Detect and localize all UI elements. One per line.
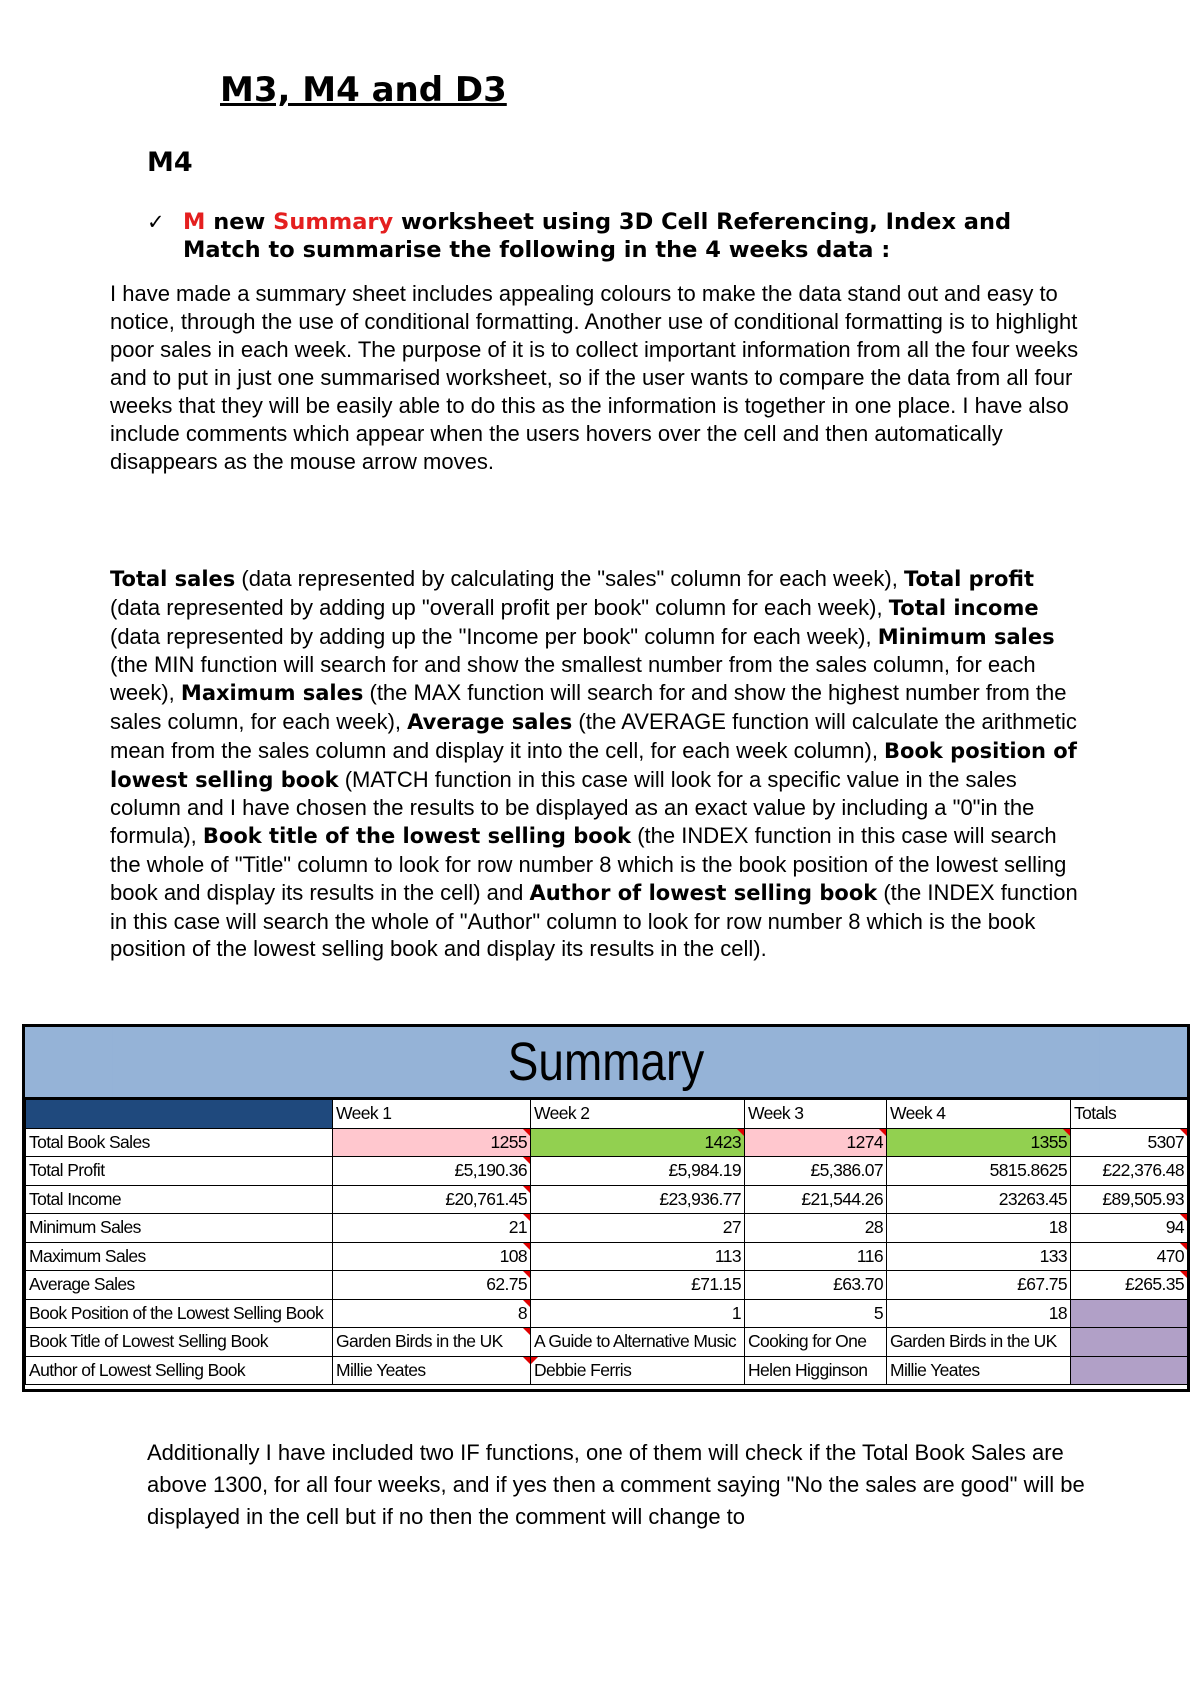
- criteria-text: [183, 208, 1087, 264]
- term-desc: (the MIN function will search for and show the smallest number from the sales column, for each week),: [110, 652, 1036, 706]
- data-cell[interactable]: 21: [333, 1214, 531, 1243]
- header-cell[interactable]: Totals: [1071, 1100, 1188, 1129]
- term-bold: Author of lowest selling book: [529, 880, 878, 905]
- term-desc: (data represented by adding up the "Income per book" column for each week),: [110, 623, 878, 649]
- criteria-text-rest: worksheet using 3D Cell Referencing, Index and Match to summarise the following in the 4 weeks data :: [183, 209, 1012, 263]
- term-desc: (the MAX function will search for and show the highest number from the sales column, for each week),: [110, 680, 1067, 734]
- criteria-text-part: new: [205, 209, 274, 235]
- data-cell[interactable]: 23263.45: [887, 1185, 1071, 1214]
- data-cell[interactable]: Millie Yeates: [887, 1356, 1071, 1385]
- data-cell[interactable]: 1274: [745, 1128, 887, 1157]
- table-row: [26, 1242, 1188, 1271]
- term-desc: (the INDEX function in this case will search the whole of "Title" column to look for row number 8 which is the book position of the lowest selling book and display its results in the cell) and: [110, 823, 1067, 905]
- data-cell[interactable]: 1255: [333, 1128, 531, 1157]
- table-row: [26, 1185, 1188, 1214]
- data-cell[interactable]: £89,505.93: [1071, 1185, 1188, 1214]
- criteria-keyword: Summary: [273, 209, 394, 235]
- row-label[interactable]: Minimum Sales: [26, 1214, 333, 1243]
- data-cell[interactable]: 1423: [531, 1128, 745, 1157]
- data-cell[interactable]: 27: [531, 1214, 745, 1243]
- data-cell[interactable]: Garden Birds in the UK: [333, 1328, 531, 1357]
- table-row: [26, 1214, 1188, 1243]
- term-desc: (the INDEX function in this case will search the whole of "Author" column to look for row number 8 which is the book position of the lowest selling book and display its results in the cell).: [110, 879, 1078, 962]
- term-bold: Minimum sales: [877, 624, 1055, 649]
- document-title: M3, M4 and D3: [220, 70, 507, 110]
- data-cell[interactable]: 94: [1071, 1214, 1188, 1243]
- data-cell[interactable]: 108: [333, 1242, 531, 1271]
- term-desc: (data represented by adding up "overall profit per book" column for each week),: [110, 594, 889, 620]
- summary-title-bar: [25, 1027, 1187, 1099]
- header-cell[interactable]: Week 4: [887, 1100, 1071, 1129]
- data-cell[interactable]: £71.15: [531, 1271, 745, 1300]
- data-cell[interactable]: 470: [1071, 1242, 1188, 1271]
- data-cell[interactable]: 28: [745, 1214, 887, 1243]
- data-cell[interactable]: £67.75: [887, 1271, 1071, 1300]
- row-label[interactable]: Book Position of the Lowest Selling Book: [26, 1299, 333, 1328]
- intro-paragraph: I have made a summary sheet includes appealing colours to make the data stand out and easy to notice, through the use of conditional formatting. Another use of conditional formatting is to highlight poor sales in each week. The purpose of it is to collect important information from all the four weeks and to put in just one summarised worksheet, so if the user wants to compare the data from all four weeks that they will be easily able to do this as the information is together in one place. I have also include comments which appear when the users hovers over the cell and then automatically disappears as the mouse arrow moves.: [110, 281, 1079, 474]
- row-label[interactable]: Book Title of Lowest Selling Book: [26, 1328, 333, 1357]
- table-row: [26, 1157, 1188, 1186]
- data-cell[interactable]: Garden Birds in the UK: [887, 1328, 1071, 1357]
- term-bold: Total income: [888, 595, 1039, 620]
- data-cell[interactable]: 18: [887, 1299, 1071, 1328]
- data-cell[interactable]: 62.75: [333, 1271, 531, 1300]
- criteria-item: [147, 208, 1087, 264]
- header-row: [26, 1100, 1188, 1129]
- term-desc: (MATCH function in this case will look for a specific value in the sales column and I have chosen the results to be displayed as an exact value by including a "0"in the formula),: [110, 766, 1035, 849]
- table-row: [26, 1271, 1188, 1300]
- functions-paragraph: [110, 565, 1085, 963]
- data-cell[interactable]: 5: [745, 1299, 887, 1328]
- data-cell[interactable]: [1071, 1356, 1188, 1385]
- if-functions-paragraph: Additionally I have included two IF functions, one of them will check if the Total Book Sales are above 1300, for all four weeks, and if yes then a comment saying "No the sales are good" will be displayed in the cell but if no then the comment will change to: [147, 1440, 1085, 1529]
- data-cell[interactable]: £5,190.36: [333, 1157, 531, 1186]
- table-row: [26, 1356, 1188, 1385]
- data-cell[interactable]: Debbie Ferris: [531, 1356, 745, 1385]
- row-label[interactable]: Author of Lowest Selling Book: [26, 1356, 333, 1385]
- row-label[interactable]: Total Book Sales: [26, 1128, 333, 1157]
- data-cell[interactable]: £22,376.48: [1071, 1157, 1188, 1186]
- term-desc: (data represented by calculating the "sales" column for each week),: [235, 566, 904, 591]
- data-cell[interactable]: 1355: [887, 1128, 1071, 1157]
- row-label[interactable]: Maximum Sales: [26, 1242, 333, 1271]
- data-cell[interactable]: £21,544.26: [745, 1185, 887, 1214]
- data-cell[interactable]: 5815.8625: [887, 1157, 1071, 1186]
- summary-table: [25, 1099, 1188, 1385]
- header-cell[interactable]: Week 3: [745, 1100, 887, 1129]
- summary-spreadsheet: [22, 1024, 1190, 1392]
- data-cell[interactable]: 116: [745, 1242, 887, 1271]
- term-bold: Average sales: [407, 709, 573, 734]
- data-cell[interactable]: 5307: [1071, 1128, 1188, 1157]
- data-cell[interactable]: 133: [887, 1242, 1071, 1271]
- data-cell[interactable]: £265.35: [1071, 1271, 1188, 1300]
- table-row: [26, 1328, 1188, 1357]
- data-cell[interactable]: £23,936.77: [531, 1185, 745, 1214]
- term-bold: Book position of lowest selling book: [110, 738, 1077, 792]
- data-cell[interactable]: A Guide to Alternative Music: [531, 1328, 745, 1357]
- data-cell[interactable]: Millie Yeates: [333, 1356, 531, 1385]
- term-bold: Maximum sales: [180, 681, 364, 706]
- header-cell[interactable]: Week 2: [531, 1100, 745, 1129]
- data-cell[interactable]: 113: [531, 1242, 745, 1271]
- term-bold: Book title of the lowest selling book: [202, 824, 632, 849]
- section-heading-m4: M4: [147, 147, 193, 178]
- header-cell[interactable]: Week 1: [333, 1100, 531, 1129]
- term-desc: (the AVERAGE function will calculate the arithmetic mean from the sales column and display it into the cell, for each week column),: [110, 708, 1077, 763]
- data-cell[interactable]: Helen Higginson: [745, 1356, 887, 1385]
- table-row: [26, 1128, 1188, 1157]
- data-cell[interactable]: 1: [531, 1299, 745, 1328]
- data-cell[interactable]: £5,386.07: [745, 1157, 887, 1186]
- corner-cell[interactable]: [26, 1100, 333, 1129]
- data-cell[interactable]: £63.70: [745, 1271, 887, 1300]
- table-row: [26, 1299, 1188, 1328]
- data-cell[interactable]: [1071, 1299, 1188, 1328]
- row-label[interactable]: Total Income: [26, 1185, 333, 1214]
- data-cell[interactable]: [1071, 1328, 1188, 1357]
- data-cell[interactable]: Cooking for One: [745, 1328, 887, 1357]
- term-bold: Total profit: [903, 567, 1035, 591]
- row-label[interactable]: Average Sales: [26, 1271, 333, 1300]
- criteria-letter: M: [183, 209, 206, 235]
- data-cell[interactable]: £5,984.19: [531, 1157, 745, 1186]
- row-label[interactable]: Total Profit: [26, 1157, 333, 1186]
- data-cell[interactable]: £20,761.45: [333, 1185, 531, 1214]
- checkmark-icon: ✓: [147, 210, 165, 234]
- data-cell[interactable]: 18: [887, 1214, 1071, 1243]
- summary-title: Summary: [112, 1027, 1100, 1097]
- term-bold: Total sales: [110, 567, 236, 591]
- data-cell[interactable]: 8: [333, 1299, 531, 1328]
